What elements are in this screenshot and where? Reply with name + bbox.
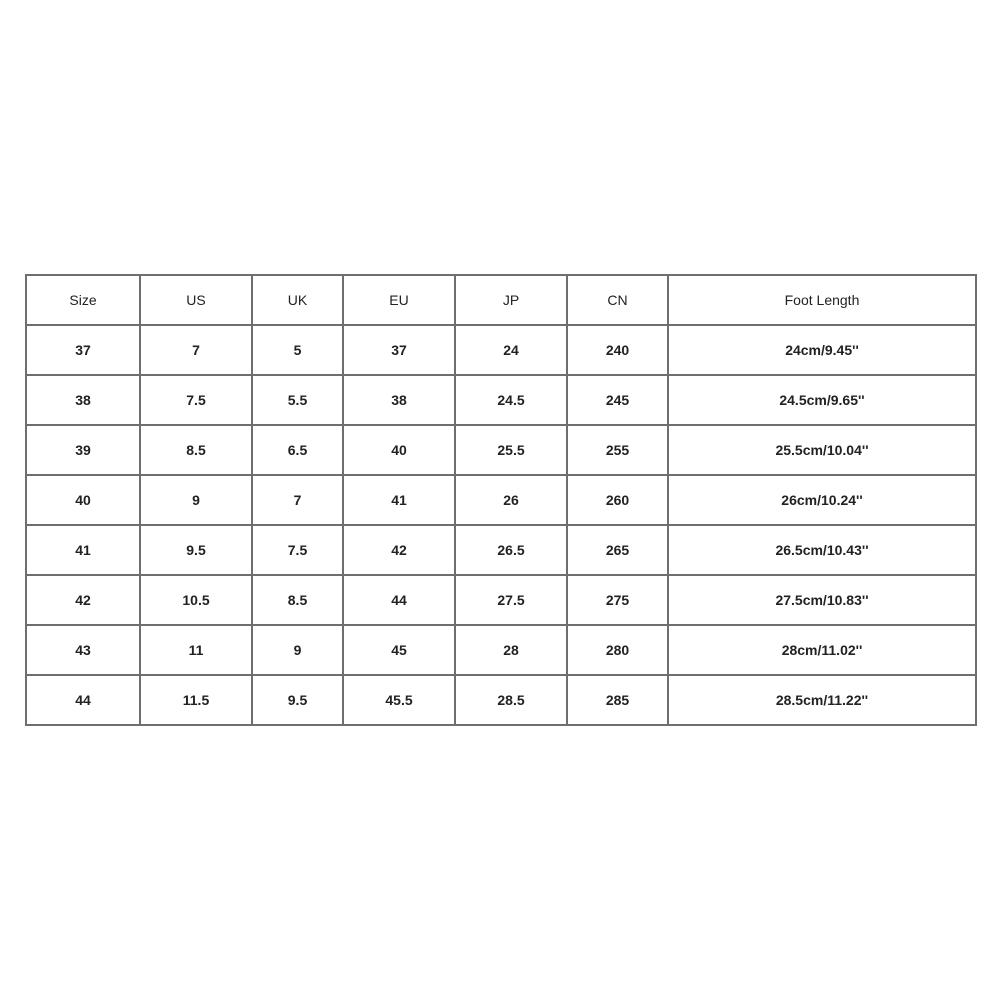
cell-cn: 260 — [567, 475, 668, 525]
cell-jp: 24 — [455, 325, 567, 375]
cell-us: 11.5 — [140, 675, 252, 725]
cell-jp: 26 — [455, 475, 567, 525]
cell-eu: 40 — [343, 425, 455, 475]
cell-uk: 7.5 — [252, 525, 343, 575]
header-cn: CN — [567, 275, 668, 325]
cell-foot-length: 28cm/11.02'' — [668, 625, 976, 675]
cell-foot-length: 24.5cm/9.65'' — [668, 375, 976, 425]
cell-jp: 25.5 — [455, 425, 567, 475]
cell-jp: 27.5 — [455, 575, 567, 625]
cell-jp: 24.5 — [455, 375, 567, 425]
cell-eu: 44 — [343, 575, 455, 625]
cell-uk: 5 — [252, 325, 343, 375]
cell-size: 39 — [26, 425, 140, 475]
header-foot-length: Foot Length — [668, 275, 976, 325]
header-uk: UK — [252, 275, 343, 325]
header-eu: EU — [343, 275, 455, 325]
table-row — [26, 625, 976, 675]
cell-foot-length: 26cm/10.24'' — [668, 475, 976, 525]
cell-cn: 275 — [567, 575, 668, 625]
cell-uk: 5.5 — [252, 375, 343, 425]
cell-eu: 42 — [343, 525, 455, 575]
cell-us: 9 — [140, 475, 252, 525]
cell-uk: 7 — [252, 475, 343, 525]
cell-cn: 255 — [567, 425, 668, 475]
cell-size: 41 — [26, 525, 140, 575]
table-row — [26, 325, 976, 375]
cell-cn: 240 — [567, 325, 668, 375]
header-size: Size — [26, 275, 140, 325]
cell-us: 8.5 — [140, 425, 252, 475]
cell-size: 37 — [26, 325, 140, 375]
cell-foot-length: 25.5cm/10.04'' — [668, 425, 976, 475]
cell-eu: 38 — [343, 375, 455, 425]
cell-foot-length: 27.5cm/10.83'' — [668, 575, 976, 625]
table-row — [26, 675, 976, 725]
cell-size: 38 — [26, 375, 140, 425]
cell-size: 43 — [26, 625, 140, 675]
cell-uk: 8.5 — [252, 575, 343, 625]
cell-eu: 41 — [343, 475, 455, 525]
cell-uk: 9.5 — [252, 675, 343, 725]
cell-us: 10.5 — [140, 575, 252, 625]
cell-foot-length: 26.5cm/10.43'' — [668, 525, 976, 575]
cell-size: 44 — [26, 675, 140, 725]
cell-jp: 28.5 — [455, 675, 567, 725]
cell-eu: 45 — [343, 625, 455, 675]
header-us: US — [140, 275, 252, 325]
cell-size: 40 — [26, 475, 140, 525]
cell-cn: 265 — [567, 525, 668, 575]
table-header-row — [26, 275, 976, 325]
table-row — [26, 425, 976, 475]
table-row — [26, 475, 976, 525]
cell-jp: 28 — [455, 625, 567, 675]
cell-us: 11 — [140, 625, 252, 675]
cell-us: 7 — [140, 325, 252, 375]
header-jp: JP — [455, 275, 567, 325]
cell-uk: 9 — [252, 625, 343, 675]
table-row — [26, 375, 976, 425]
cell-uk: 6.5 — [252, 425, 343, 475]
table-row — [26, 575, 976, 625]
cell-us: 9.5 — [140, 525, 252, 575]
cell-jp: 26.5 — [455, 525, 567, 575]
size-chart-table — [25, 274, 977, 726]
cell-cn: 280 — [567, 625, 668, 675]
cell-cn: 285 — [567, 675, 668, 725]
cell-foot-length: 28.5cm/11.22'' — [668, 675, 976, 725]
cell-eu: 37 — [343, 325, 455, 375]
cell-foot-length: 24cm/9.45'' — [668, 325, 976, 375]
cell-eu: 45.5 — [343, 675, 455, 725]
cell-size: 42 — [26, 575, 140, 625]
cell-us: 7.5 — [140, 375, 252, 425]
cell-cn: 245 — [567, 375, 668, 425]
table-row — [26, 525, 976, 575]
